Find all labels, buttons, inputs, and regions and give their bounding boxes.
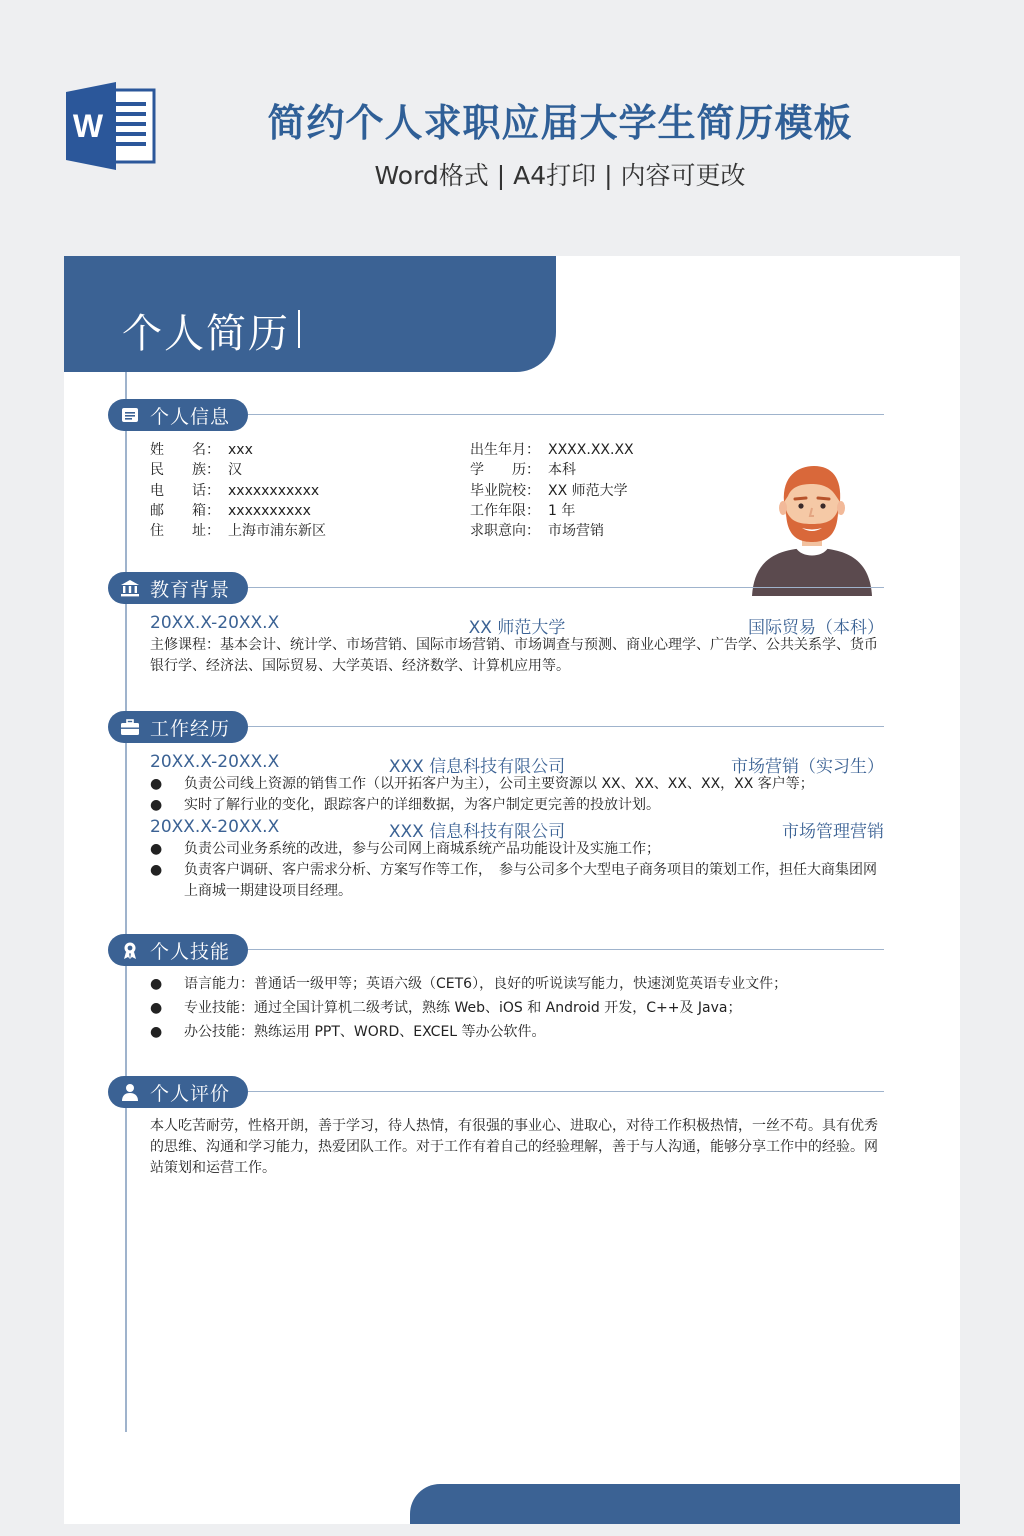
job-duty: ● 实时了解行业的变化，跟踪客户的详细数据，为客户制定更完善的投放计划。 (150, 797, 660, 813)
section-pill-work (108, 711, 248, 743)
evaluation-text: 本人吃苦耐劳，性格开朗，善于学习，待人热情，有很强的事业心、进取心，对待工作积极热情，一丝不苟。具有优秀的思维、沟通和学习能力，热爱团队工作。对于工作有着自己的经验理解，善于与人沟通，能够分享工作中的经验。网站策划和运营工作。 (150, 1118, 878, 1176)
education-courses: 主修课程：基本会计、统计学、市场营销、国际市场营销、市场调查与预测、商业心理学、广告学、公共关系学、货币银行学、经济法、国际贸易、大学英语、经济数学、计算机应用等。 (150, 637, 878, 674)
section-header-education (108, 572, 884, 604)
section-title-evaluation: 个人评价 (150, 1083, 231, 1105)
section-header-work (108, 711, 884, 743)
award-icon (120, 940, 140, 960)
job-period: 20XX.X-20XX.X (150, 817, 280, 837)
section-divider (248, 414, 884, 415)
job-company: XXX 信息科技有限公司 (388, 822, 566, 842)
section-pill-evaluation (108, 1076, 248, 1108)
user-icon (120, 1082, 140, 1102)
info-row-school: 毕业院校： XX 师范大学 (470, 483, 628, 499)
info-row-intent: 求职意向： 市场营销 (470, 523, 604, 539)
section-pill-skills (108, 934, 248, 966)
education-row (150, 613, 884, 638)
page-subtitle: Word格式 | A4打印 | 内容可更改 (374, 161, 746, 190)
info-row-years: 工作年限： 1 年 (470, 503, 576, 519)
logo-letter: W (72, 108, 104, 144)
info-row-name: 姓 名： xxx (150, 442, 253, 458)
bank-icon (120, 578, 140, 598)
info-row-phone: 电 话： xxxxxxxxxxx (150, 483, 320, 499)
job-row (150, 817, 884, 842)
info-row-degree: 学 历： 本科 (470, 462, 576, 478)
word-logo-icon (66, 82, 156, 170)
job-role: 市场营销（实习生） (731, 757, 884, 777)
section-title-skills: 个人技能 (150, 941, 231, 963)
id-card-icon (120, 405, 140, 425)
skill-item: ● 语言能力：普通话一级甲等；英语六级（CET6），良好的听说读写能力，快速浏览英语专业文件； (150, 976, 788, 992)
info-row-birth: 出生年月： XXXX.XX.XX (470, 442, 634, 458)
job-period: 20XX.X-20XX.X (150, 752, 280, 772)
section-divider (248, 726, 884, 727)
section-title-education: 教育背景 (150, 579, 231, 601)
info-row-email: 邮 箱： xxxxxxxxxx (150, 503, 311, 519)
job-duty: ● 负责客户调研、客户需求分析、方案写作等工作， 参与公司多个大型电子商务项目的策划工作，担任大商集团网上商城一期建设项目经理。 (150, 862, 877, 899)
section-header-skills (108, 934, 884, 966)
section-divider (248, 1091, 884, 1092)
section-title-work: 工作经历 (150, 718, 231, 740)
resume-banner-title: 个人简历 (122, 311, 290, 357)
banner-cursor (298, 310, 300, 348)
job-company: XXX 信息科技有限公司 (388, 757, 566, 777)
section-header-evaluation (108, 1076, 884, 1108)
resume-sheet (64, 256, 960, 1524)
section-header-info (108, 399, 884, 431)
section-title-info: 个人信息 (150, 406, 231, 428)
footer-band (410, 1484, 960, 1524)
resume-banner (64, 256, 556, 372)
job-role: 市场管理营销 (782, 822, 884, 842)
education-school: XX 师范大学 (468, 618, 566, 638)
job-row (150, 752, 884, 777)
section-pill-info (108, 399, 248, 431)
skill-item: ● 专业技能：通过全国计算机二级考试，熟练 Web、iOS 和 Android 开发，C++及 Java； (150, 1000, 742, 1016)
education-period: 20XX.X-20XX.X (150, 613, 280, 633)
skill-item: ● 办公技能：熟练运用 PPT、WORD、EXCEL 等办公软件。 (150, 1024, 546, 1040)
section-divider (248, 587, 884, 588)
briefcase-icon (120, 717, 140, 737)
job-duty: ● 负责公司业务系统的改进，参与公司网上商城系统产品功能设计及实施工作； (150, 841, 660, 857)
section-pill-education (108, 572, 248, 604)
section-divider (248, 949, 884, 950)
info-row-address: 住 址： 上海市浦东新区 (150, 523, 326, 539)
education-major: 国际贸易（本科） (748, 618, 884, 638)
info-row-ethnicity: 民 族： 汉 (150, 462, 242, 478)
timeline-line (125, 372, 127, 1432)
job-duty: ● 负责公司线上资源的销售工作（以开拓客户为主），公司主要资源以 XX、XX、XX、XX，XX 客户等； (150, 776, 814, 792)
page-title: 简约个人求职应届大学生简历模板 (267, 101, 853, 145)
